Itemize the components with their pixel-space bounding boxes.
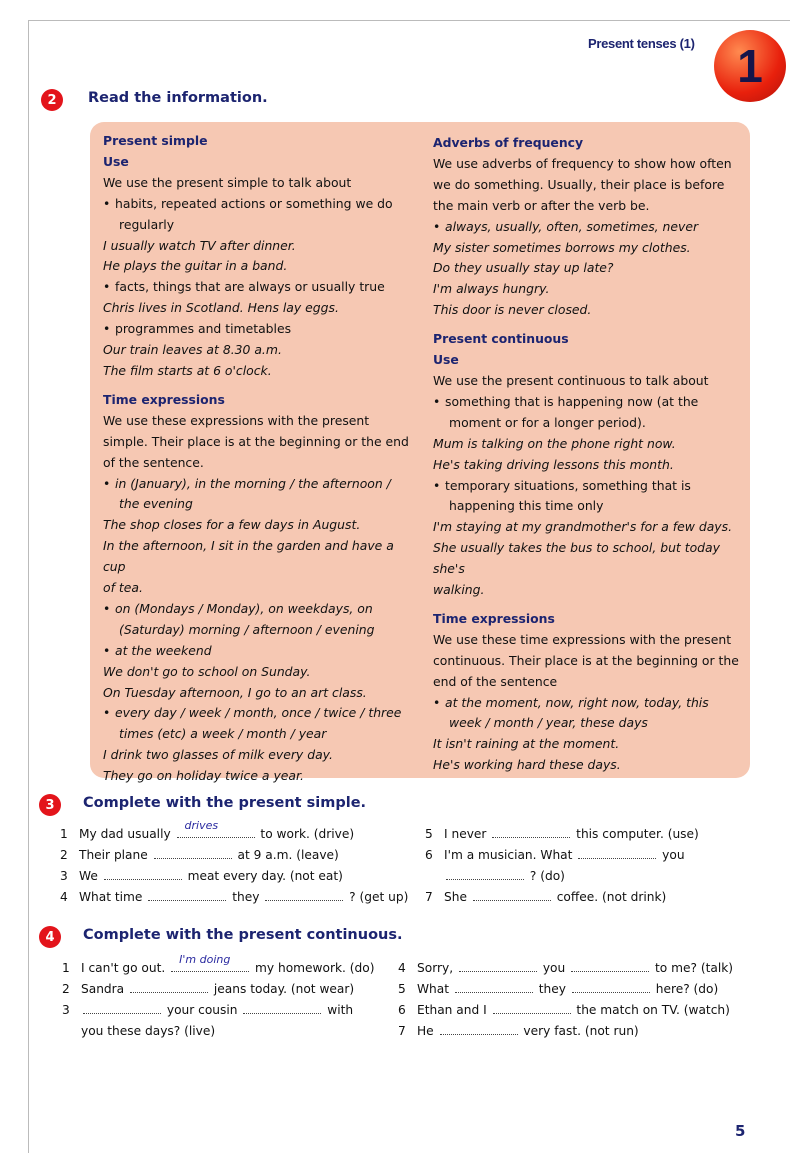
exercise-item (60, 819, 408, 845)
answer-blank[interactable] (154, 845, 232, 859)
item-number (425, 866, 444, 887)
answer-blank[interactable] (571, 958, 649, 972)
item-text-part: my homework. (do) (255, 961, 375, 975)
answer-blank[interactable] (493, 1000, 571, 1014)
item-text-part: What time (79, 890, 143, 904)
exercise-item (425, 845, 699, 866)
item-text-part: very fast. (not run) (523, 1024, 639, 1038)
answer-blank[interactable] (459, 958, 537, 972)
exercise-item (60, 866, 408, 887)
exercise-item (425, 824, 699, 845)
exercise-item (62, 979, 374, 1000)
item-text-part: Sandra (81, 982, 125, 996)
answer-blank[interactable] (104, 866, 182, 880)
item-text-part: with (327, 1003, 354, 1017)
bullet-point: • at the moment, now, right now, today, this (433, 693, 748, 714)
bullet-point: • on (Mondays / Monday), on weekdays, on (103, 599, 418, 620)
item-text-part: I can't go out. (81, 961, 166, 975)
exercise-2-title: Read the information. (88, 90, 268, 106)
body-text: We use the present continuous to talk about (433, 372, 709, 388)
exercise-item (62, 1000, 374, 1021)
item-text-part: you (662, 848, 685, 862)
exercise-number-3: 3 (39, 794, 61, 816)
item-text-part: this computer. (use) (576, 827, 699, 841)
example-sentence: I usually watch TV after dinner. (103, 237, 296, 253)
item-text-part: She (444, 890, 467, 904)
exercise-item (425, 887, 699, 908)
item-text-part: I never (444, 827, 487, 841)
exercise-item (398, 1021, 733, 1042)
item-text (79, 887, 408, 908)
example-sentence: the evening (119, 496, 193, 512)
answer-blank[interactable] (455, 979, 533, 993)
item-text-part: Ethan and I (417, 1003, 487, 1017)
section-heading: Use (103, 153, 129, 169)
section-heading: Time expressions (103, 391, 225, 407)
example-sentence: (Saturday) morning / afternoon / evening (119, 621, 375, 637)
body-text: We use adverbs of frequency to show how often (433, 155, 732, 171)
item-text-part: to work. (drive) (260, 827, 355, 841)
answer-blank[interactable] (446, 866, 524, 880)
item-text-part: He (417, 1024, 434, 1038)
body-text: happening this time only (449, 498, 604, 514)
section-heading: Present continuous (433, 331, 569, 347)
example-sentence: He's taking driving lessons this month. (433, 456, 674, 472)
item-text-part: We (79, 869, 98, 883)
item-number: 7 (425, 890, 433, 904)
item-number: 7 (398, 1024, 406, 1038)
item-text (81, 1021, 215, 1042)
item-number: 5 (425, 827, 433, 841)
example-sentence: Do they usually stay up late? (433, 260, 614, 276)
example-sentence: She usually takes the bus to school, but today she's (433, 540, 720, 577)
exercise-4-right (398, 958, 733, 1042)
exercise-item (62, 1021, 374, 1042)
exercise-3-left (60, 819, 409, 908)
body-text: we do something. Usually, their place is before (433, 176, 725, 192)
body-text: simple. Their place is at the beginning or the end (103, 433, 409, 449)
item-text-part: you these days? (live) (81, 1024, 216, 1038)
exercise-number-2: 2 (41, 89, 63, 111)
body-text: of the sentence. (103, 454, 204, 470)
item-text (79, 845, 339, 866)
item-text-part: at 9 a.m. (leave) (237, 848, 339, 862)
answer-blank[interactable] (578, 845, 656, 859)
example-sentence: We don't go to school on Sunday. (103, 663, 311, 679)
answer-blank[interactable] (265, 887, 343, 901)
exercise-item (62, 953, 375, 979)
exercise-item (398, 979, 733, 1000)
item-text (444, 824, 699, 845)
item-text-part: here? (do) (655, 982, 719, 996)
grammar-info-box (90, 122, 750, 784)
item-text-part: ? (get up) (349, 890, 409, 904)
item-text (444, 887, 666, 908)
exercise-item (60, 887, 408, 908)
answer-blank[interactable] (130, 979, 208, 993)
exercise-item (60, 845, 408, 866)
exercise-4-title: Complete with the present continuous. (83, 927, 403, 943)
bullet-point: • something that is happening now (at the (433, 392, 748, 413)
exercise-number-4: 4 (39, 926, 61, 948)
example-answer: I'm doing (179, 953, 231, 966)
item-text-part: Sorry, (417, 961, 454, 975)
section-heading: Adverbs of frequency (433, 135, 584, 150)
example-sentence: times (etc) a week / month / year (119, 726, 327, 742)
item-text (444, 845, 685, 866)
page-number: 5 (735, 1122, 746, 1140)
item-text-part: to me? (talk) (655, 961, 734, 975)
item-text-part: they (538, 982, 566, 996)
answer-blank[interactable] (171, 953, 249, 972)
exercise-item (398, 958, 733, 979)
item-text (417, 1000, 730, 1021)
example-sentence: My sister sometimes borrows my clothes. (433, 239, 691, 255)
item-text-part: the match on TV. (watch) (576, 1003, 730, 1017)
item-text-part: they (232, 890, 260, 904)
section-heading: Present simple (103, 133, 208, 148)
item-text (81, 979, 354, 1000)
answer-blank[interactable] (177, 819, 255, 838)
unit-title: Present tenses (1) (588, 36, 695, 51)
exercise-3-title: Complete with the present simple. (83, 795, 367, 811)
body-text: We use these time expressions with the present (433, 631, 732, 647)
item-text (81, 1000, 353, 1021)
answer-blank[interactable] (492, 824, 570, 838)
item-number: 3 (60, 869, 68, 883)
answer-blank[interactable] (440, 1021, 518, 1035)
item-text-part: jeans today. (not wear) (213, 982, 355, 996)
item-number: 1 (62, 961, 70, 975)
bullet-point: • programmes and timetables (103, 319, 418, 340)
example-sentence: I'm always hungry. (433, 281, 550, 297)
example-sentence: walking. (433, 582, 485, 598)
body-text: continuous. Their place is at the beginning or the (433, 652, 739, 668)
item-text (79, 866, 343, 887)
item-number (62, 1021, 81, 1042)
example-sentence: In the afternoon, I sit in the garden and have a cup (103, 538, 394, 575)
item-number: 6 (425, 848, 433, 862)
example-sentence: This door is never closed. (433, 302, 592, 318)
example-sentence: Chris lives in Scotland. Hens lay eggs. (103, 300, 339, 316)
exercise-item (398, 1000, 733, 1021)
body-text: end of the sentence (433, 673, 558, 689)
exercise-item (425, 866, 699, 887)
item-number: 6 (398, 1003, 406, 1017)
item-number: 3 (62, 1003, 70, 1017)
bullet-point: • every day / week / month, once / twice / three (103, 703, 418, 724)
item-text-part: coffee. (not drink) (556, 890, 667, 904)
item-text-part: ? (do) (529, 869, 565, 883)
example-sentence: Mum is talking on the phone right now. (433, 435, 676, 451)
answer-blank[interactable] (83, 1000, 161, 1014)
example-sentence: of tea. (103, 580, 143, 596)
answer-blank[interactable] (243, 1000, 321, 1014)
body-text: the main verb or after the verb be. (433, 197, 650, 213)
example-sentence: On Tuesday afternoon, I go to an art class. (103, 684, 367, 700)
example-sentence: I'm staying at my grandmother's for a few days. (433, 519, 733, 535)
adverbs-continuous-column (433, 133, 748, 776)
body-text: moment or for a longer period). (449, 414, 646, 430)
body-text: regularly (119, 216, 175, 232)
answer-blank[interactable] (148, 887, 226, 901)
answer-blank[interactable] (473, 887, 551, 901)
exercise-3-right (425, 824, 699, 908)
example-sentence: He's working hard these days. (433, 757, 621, 773)
section-heading: Time expressions (433, 610, 555, 626)
example-sentence: They go on holiday twice a year. (103, 768, 304, 784)
item-number: 5 (398, 982, 406, 996)
item-text (417, 958, 733, 979)
item-text-part: What (417, 982, 450, 996)
item-number: 1 (60, 827, 68, 841)
item-text (417, 1021, 639, 1042)
item-text-part: your cousin (166, 1003, 238, 1017)
item-number: 2 (62, 982, 70, 996)
unit-number-badge: 1 (714, 30, 786, 102)
present-simple-column (103, 131, 418, 787)
example-sentence: It isn't raining at the moment. (433, 736, 620, 752)
item-text-part: Their plane (79, 848, 148, 862)
item-text-part: you (542, 961, 566, 975)
example-sentence: I drink two glasses of milk every day. (103, 747, 333, 763)
example-sentence: The shop closes for a few days in August. (103, 517, 361, 533)
item-text-part: I'm a musician. What (444, 848, 573, 862)
example-sentence: He plays the guitar in a band. (103, 258, 288, 274)
body-text: We use these expressions with the present (103, 412, 370, 428)
answer-blank[interactable] (572, 979, 650, 993)
bullet-point: • at the weekend (103, 641, 418, 662)
item-number: 4 (398, 961, 406, 975)
section-heading: Use (433, 352, 459, 368)
item-text (417, 979, 718, 1000)
bullet-point: • always, usually, often, sometimes, never (433, 217, 748, 238)
item-text (81, 953, 375, 979)
item-text (444, 866, 565, 887)
item-text (79, 819, 355, 845)
bullet-point: • facts, things that are always or usually true (103, 277, 418, 298)
bullet-point: • temporary situations, something that is (433, 476, 748, 497)
body-text: We use the present simple to talk about (103, 174, 352, 190)
item-text-part: meat every day. (not eat) (187, 869, 343, 883)
exercise-4-left (62, 953, 375, 1042)
example-sentence: Our train leaves at 8.30 a.m. (103, 342, 282, 358)
example-sentence: week / month / year, these days (449, 715, 648, 731)
bullet-point: • habits, repeated actions or something we do (103, 194, 418, 215)
item-number: 4 (60, 890, 68, 904)
example-sentence: The film starts at 6 o'clock. (103, 362, 272, 378)
item-number: 2 (60, 848, 68, 862)
bullet-point: • in (January), in the morning / the afternoon / (103, 474, 418, 495)
item-text-part: My dad usually (79, 827, 171, 841)
example-answer: drives (184, 819, 219, 832)
